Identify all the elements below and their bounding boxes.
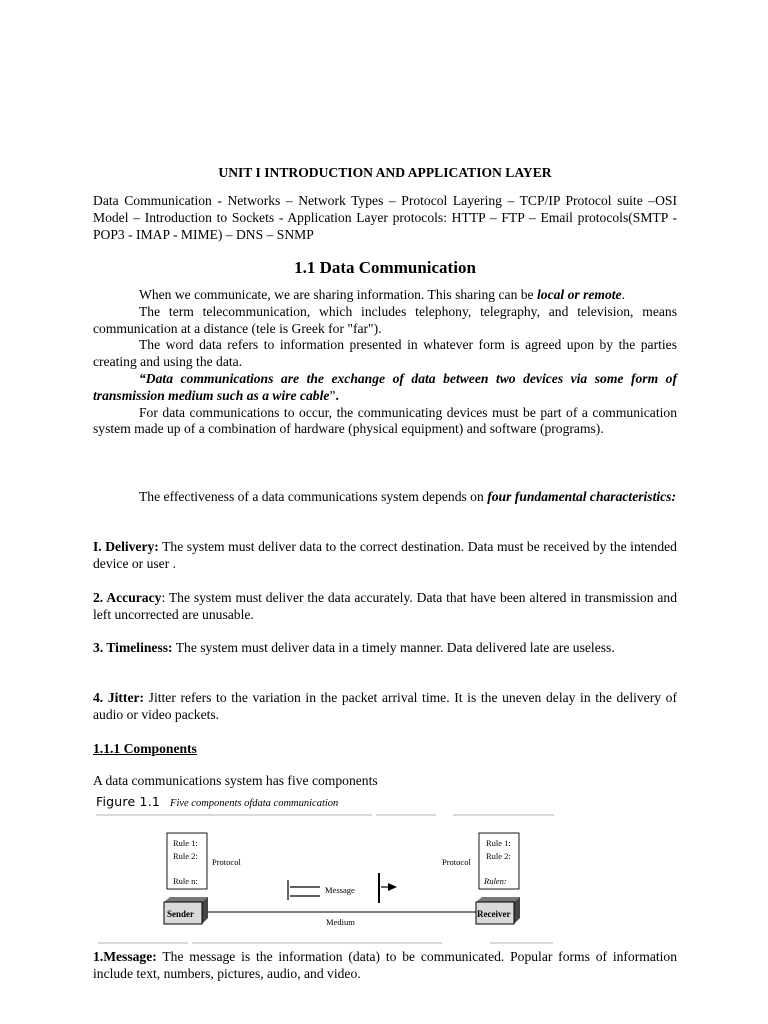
- four-characteristics-emphasis: four fundamental characteristics:: [487, 489, 676, 504]
- paragraph-sharing-text: When we communicate, we are sharing information. This sharing can be: [139, 287, 537, 302]
- characteristic-text: : The system must deliver the data accurately. Data that have been altered in transmission and left uncorrected are unusable.: [93, 590, 677, 622]
- characteristic-text: The system must deliver data in a timely manner. Data delivered late are useless.: [172, 640, 615, 655]
- protocol-left-label: Protocol: [212, 857, 241, 867]
- paragraph-data-definition: The word data refers to information presented in whatever form is agreed upon by the parties creating and using the data.: [93, 337, 677, 370]
- characteristic-label: 4. Jitter:: [93, 690, 145, 705]
- characteristic-label: I. Delivery:: [93, 539, 159, 554]
- sender-rule-1: Rule 1:: [173, 838, 198, 848]
- receiver-label: Receiver: [477, 909, 511, 919]
- definition-end: .: [335, 387, 339, 403]
- receiver-rule-n: Rulen:: [484, 876, 507, 886]
- subsection-title: 1.1.1 Components: [93, 741, 197, 756]
- paragraph-communication-system: For data communications to occur, the communicating devices must be part of a communication system made up of a combination of hardware (physical equipment) and software (programs).: [93, 404, 677, 437]
- sender-rule-n: Rule n:: [173, 876, 198, 886]
- figure-number: Figure 1.1: [96, 794, 161, 809]
- message-arrow-icon: [388, 883, 397, 891]
- section-title: 1.1 Data Communication: [294, 258, 476, 277]
- figure-caption-text: Five components ofdata communication: [170, 798, 339, 809]
- paragraph-effectiveness-text: The effectiveness of a data communications system depends on: [139, 489, 488, 504]
- characteristic-label: 3. Timeliness:: [93, 640, 173, 655]
- components-intro: A data communications system has five components: [93, 773, 378, 788]
- message-definition-text: The message is the information (data) to be communicated. Popular forms of information include text, numbers, pictures, audio, and video.: [93, 949, 677, 981]
- sender-rule-2: Rule 2:: [173, 851, 198, 861]
- definition-close-quote: ”: [329, 387, 336, 403]
- characteristic-label: 2. Accuracy: [93, 590, 162, 605]
- characteristic-text: The system must deliver data to the correct destination. Data must be received by the intended device or user .: [93, 539, 677, 571]
- local-remote-emphasis: local or remote: [537, 287, 622, 302]
- protocol-right-label: Protocol: [442, 857, 471, 867]
- definition-quote: “Data communications are the exchange of data between two devices via some form of transmission medium such as a wire cable: [93, 370, 677, 403]
- sender-label: Sender: [167, 909, 194, 919]
- message-definition: [93, 949, 677, 983]
- medium-label: Medium: [326, 917, 355, 927]
- syllabus-text: Data Communication - Networks – Network Types – Protocol Layering – TCP/IP Protocol suite –OSI Model – Introduction to Sockets - Application Layer protocols: HTTP – FTP – Email protocols(SMTP - POP3 - IMAP - MIME) – DNS – SNMP: [93, 193, 677, 242]
- message-label: Message: [325, 885, 355, 895]
- message-definition-label: 1.Message:: [93, 949, 157, 964]
- characteristic-text: Jitter refers to the variation in the packet arrival time. It is the uneven delay in the delivery of audio or video packets.: [93, 690, 677, 722]
- receiver-rule-2: Rule 2:: [486, 851, 511, 861]
- unit-title: UNIT I INTRODUCTION AND APPLICATION LAYER: [218, 165, 552, 180]
- receiver-rule-1: Rule 1:: [486, 838, 511, 848]
- paragraph-sharing-end: .: [621, 287, 625, 302]
- paragraph-telecommunication: The term telecommunication, which includes telephony, telegraphy, and television, means communication at a distance (tele is Greek for "far").: [93, 303, 677, 336]
